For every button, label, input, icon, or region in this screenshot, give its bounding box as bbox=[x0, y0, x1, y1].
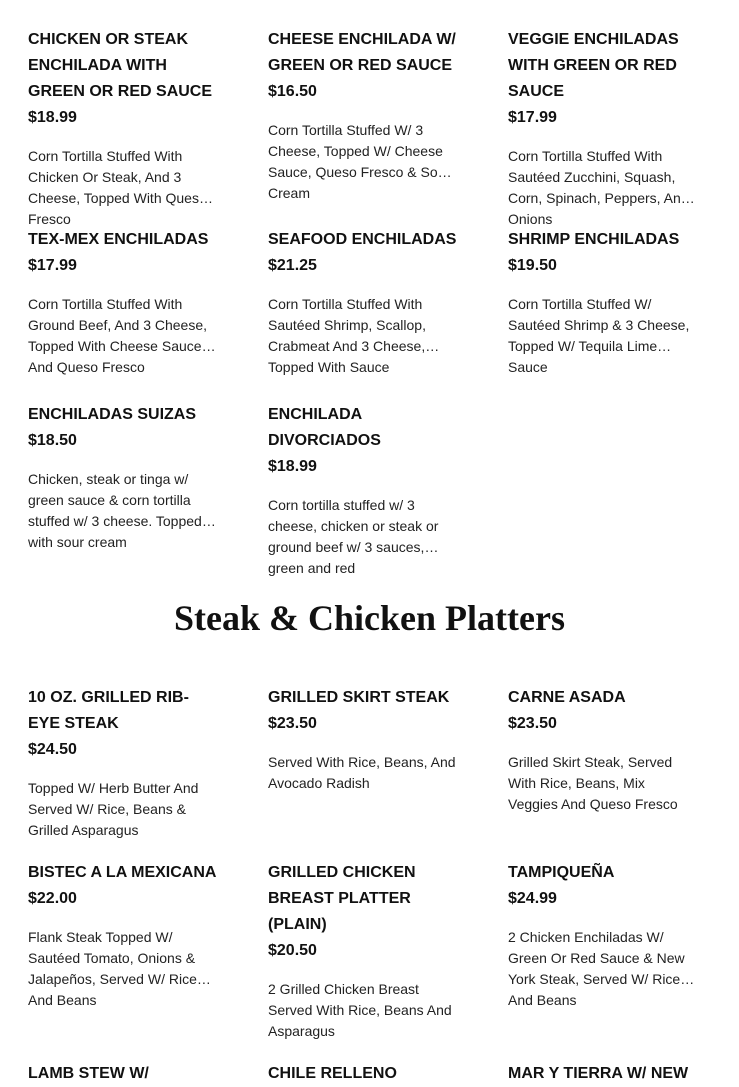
menu-item-price: $19.50 bbox=[508, 257, 557, 274]
menu-item[interactable] bbox=[268, 860, 458, 1042]
menu-item-description: Corn Tortilla Stuffed W/ Sautéed Shrimp & 3 Cheese, Topped W/ Tequila Lime Sauce bbox=[508, 296, 690, 375]
menu-item-name: CHICKEN OR STEAK ENCHILADA WITH GREEN OR RED SAUCE bbox=[28, 31, 213, 100]
menu-item-description: 2 Chicken Enchiladas W/ Green Or Red Sauce & New York Steak, Served W/ Rice And Beans bbox=[508, 929, 685, 1008]
menu-item[interactable] bbox=[268, 685, 458, 794]
menu-item[interactable] bbox=[28, 27, 218, 227]
menu-item-name: LAMB STEW W/ bbox=[28, 1065, 149, 1082]
menu-item-description: Topped W/ Herb Butter And Served W/ Rice, Beans & Grilled Asparagus bbox=[28, 780, 199, 838]
menu-item[interactable] bbox=[28, 860, 218, 1008]
menu-item-price: $18.50 bbox=[28, 432, 77, 449]
menu-item-description: Flank Steak Topped W/ Sautéed Tomato, Onions & Jalapeños, Served W/ Rice And Beans bbox=[28, 929, 197, 1008]
menu-item-name: SEAFOOD ENCHILADAS bbox=[268, 231, 457, 248]
menu-item-name: ENCHILADA DIVORCIADOS bbox=[268, 406, 381, 449]
menu-item-name: SHRIMP ENCHILADAS bbox=[508, 231, 680, 248]
menu-item-price: $18.99 bbox=[28, 109, 77, 126]
menu-item-name: ENCHILADAS SUIZAS bbox=[28, 406, 197, 423]
menu-item-name: GRILLED CHICKEN BREAST PLATTER (PLAIN) bbox=[268, 864, 416, 933]
menu-item-description: Corn Tortilla Stuffed With Chicken Or Steak, And 3 Cheese, Topped With Queso Fresco bbox=[28, 148, 207, 227]
menu-item-price: $24.99 bbox=[508, 890, 557, 907]
menu-item-name: CHEESE ENCHILADA W/ GREEN OR RED SAUCE bbox=[268, 31, 456, 74]
menu-item-name: CHILE RELLENO bbox=[268, 1065, 397, 1082]
menu-item-price: $17.99 bbox=[28, 257, 77, 274]
menu-item-name: GRILLED SKIRT STEAK bbox=[268, 689, 450, 706]
menu-item-price: $16.50 bbox=[268, 83, 317, 100]
menu-item[interactable] bbox=[508, 227, 698, 375]
menu-item-price: $21.25 bbox=[268, 257, 317, 274]
menu-item-description: Chicken, steak or tinga w/ green sauce & corn tortilla stuffed w/ 3 cheese. Topped with sour cream bbox=[28, 471, 202, 550]
menu-item-price: $24.50 bbox=[28, 741, 77, 758]
menu-item-description: 2 Grilled Chicken Breast Served With Rice, Beans And Asparagus bbox=[268, 981, 452, 1039]
menu-item[interactable] bbox=[28, 227, 218, 375]
menu-item-price: $17.99 bbox=[508, 109, 557, 126]
menu-item-description: Grilled Skirt Steak, Served With Rice, Beans, Mix Veggies And Queso Fresco bbox=[508, 754, 678, 812]
section-title: Steak & Chicken Platters bbox=[174, 598, 565, 638]
menu-item-description: Corn Tortilla Stuffed With Sautéed Shrimp, Scallop, Crabmeat And 3 Cheese, Topped With Sauce bbox=[268, 296, 426, 375]
menu-item-price: $18.99 bbox=[268, 458, 317, 475]
menu-item[interactable] bbox=[268, 227, 458, 375]
menu-item[interactable] bbox=[268, 27, 458, 201]
menu-item[interactable] bbox=[268, 402, 458, 576]
menu-item-name: VEGGIE ENCHILADAS WITH GREEN OR RED SAUCE bbox=[508, 31, 679, 100]
menu-item[interactable] bbox=[508, 860, 698, 1008]
menu-item-price: $23.50 bbox=[268, 715, 317, 732]
menu-item-price: $23.50 bbox=[508, 715, 557, 732]
menu-item-name: TEX-MEX ENCHILADAS bbox=[28, 231, 209, 248]
menu-item-description: Corn Tortilla Stuffed With Sautéed Zucchini, Squash, Corn, Spinach, Peppers, And Onions bbox=[508, 148, 689, 227]
menu-item-description: Corn Tortilla Stuffed With Ground Beef, And 3 Cheese, Topped With Cheese Sauce And Queso Fresco bbox=[28, 296, 208, 375]
menu-item[interactable] bbox=[28, 402, 218, 550]
menu-item-description: Served With Rice, Beans, And Avocado Radish bbox=[268, 754, 456, 791]
menu-item-price: $20.50 bbox=[268, 942, 317, 959]
menu-item[interactable] bbox=[28, 1061, 218, 1087]
menu-item[interactable] bbox=[508, 27, 698, 227]
menu-item-name: TAMPIQUEÑA bbox=[508, 864, 615, 881]
menu-item[interactable] bbox=[28, 685, 218, 841]
menu-item-name: BISTEC A LA MEXICANA bbox=[28, 864, 217, 881]
menu-item-name: 10 OZ. GRILLED RIB-EYE STEAK bbox=[28, 689, 189, 732]
menu-item[interactable] bbox=[508, 1061, 708, 1087]
menu-item-price: $22.00 bbox=[28, 890, 77, 907]
menu-item[interactable] bbox=[268, 1061, 458, 1087]
menu-item-description: Corn Tortilla Stuffed W/ 3 Cheese, Topped W/ Cheese Sauce, Queso Fresco & Sour Cream bbox=[268, 122, 451, 201]
menu-item-name: CARNE ASADA bbox=[508, 689, 626, 706]
menu-item[interactable] bbox=[508, 685, 698, 815]
menu-item-name: MAR Y TIERRA W/ NEW bbox=[508, 1065, 689, 1082]
menu-item-description: Corn tortilla stuffed w/ 3 cheese, chicken or steak or ground beef w/ 3 sauces, green and red bbox=[268, 497, 439, 576]
